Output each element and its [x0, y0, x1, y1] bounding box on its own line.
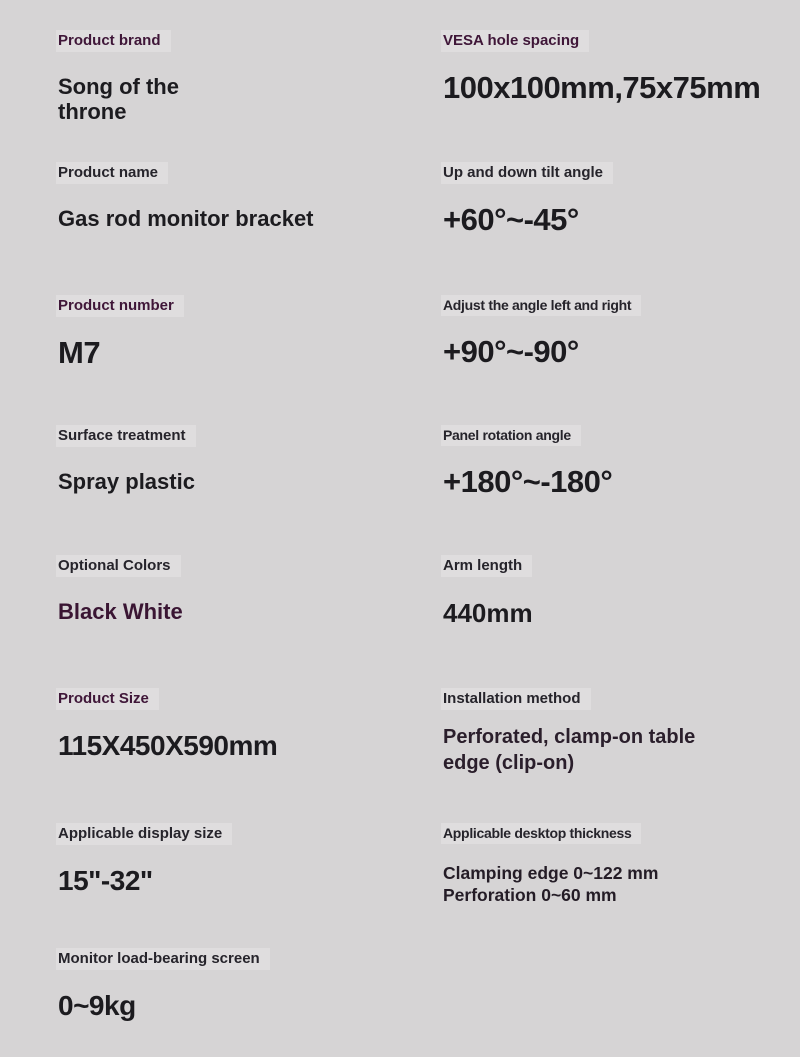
spec-installation-method [443, 688, 800, 823]
spec-tilt-angle [443, 162, 800, 295]
spec-value-product-number: M7 [58, 335, 101, 370]
spec-label-arm-length: Arm length [441, 555, 532, 577]
spec-value-desktop-thickness: Clamping edge 0~122 mm Perforation 0~60 mm [443, 862, 659, 906]
spec-label-product-size: Product Size [56, 688, 159, 710]
spec-surface-treatment [58, 425, 443, 555]
spec-value-tilt-angle: +60°~-45° [443, 202, 579, 237]
spec-value-installation-method: Perforated, clamp-on table edge (clip-on) [443, 726, 696, 774]
spec-product-name [58, 162, 443, 295]
spec-load-bearing [58, 948, 443, 1057]
spec-label-swivel-angle: Adjust the angle left and right [441, 295, 641, 316]
spec-swivel-angle [443, 295, 800, 425]
spec-value-vesa-hole-spacing: 100x100mm,75x75mm [443, 70, 761, 105]
spec-value-arm-length: 440mm [443, 598, 533, 628]
spec-label-desktop-thickness: Applicable desktop thickness [441, 823, 641, 844]
spec-label-vesa-hole-spacing: VESA hole spacing [441, 30, 589, 52]
spec-value-load-bearing: 0~9kg [58, 990, 136, 1021]
spec-product-size [58, 688, 443, 823]
spec-rotation-angle [443, 425, 800, 555]
spec-value-display-size: 15"-32" [58, 865, 153, 896]
spec-label-optional-colors: Optional Colors [56, 555, 181, 577]
spec-label-product-number: Product number [56, 295, 184, 317]
spec-value-product-brand: Song of the throne [58, 74, 179, 125]
spec-label-tilt-angle: Up and down tilt angle [441, 162, 613, 184]
spec-label-load-bearing: Monitor load-bearing screen [56, 948, 270, 970]
spec-empty-cell [443, 948, 800, 1057]
spec-value-surface-treatment: Spray plastic [58, 469, 195, 494]
spec-label-surface-treatment: Surface treatment [56, 425, 196, 447]
spec-value-optional-colors: Black White [58, 599, 183, 624]
spec-label-installation-method: Installation method [441, 688, 591, 710]
spec-vesa-hole-spacing [443, 30, 800, 162]
spec-optional-colors [58, 555, 443, 688]
spec-value-rotation-angle: +180°~-180° [443, 463, 613, 499]
spec-value-product-name: Gas rod monitor bracket [58, 206, 314, 231]
spec-label-display-size: Applicable display size [56, 823, 232, 845]
spec-label-product-name: Product name [56, 162, 168, 184]
spec-value-swivel-angle: +90°~-90° [443, 333, 579, 369]
spec-label-rotation-angle: Panel rotation angle [441, 425, 581, 446]
spec-product-number [58, 295, 443, 425]
spec-arm-length [443, 555, 800, 688]
spec-display-size [58, 823, 443, 948]
spec-value-product-size: 115X450X590mm [58, 730, 278, 761]
spec-product-brand [58, 30, 443, 162]
spec-label-product-brand: Product brand [56, 30, 171, 52]
spec-desktop-thickness [443, 823, 800, 948]
